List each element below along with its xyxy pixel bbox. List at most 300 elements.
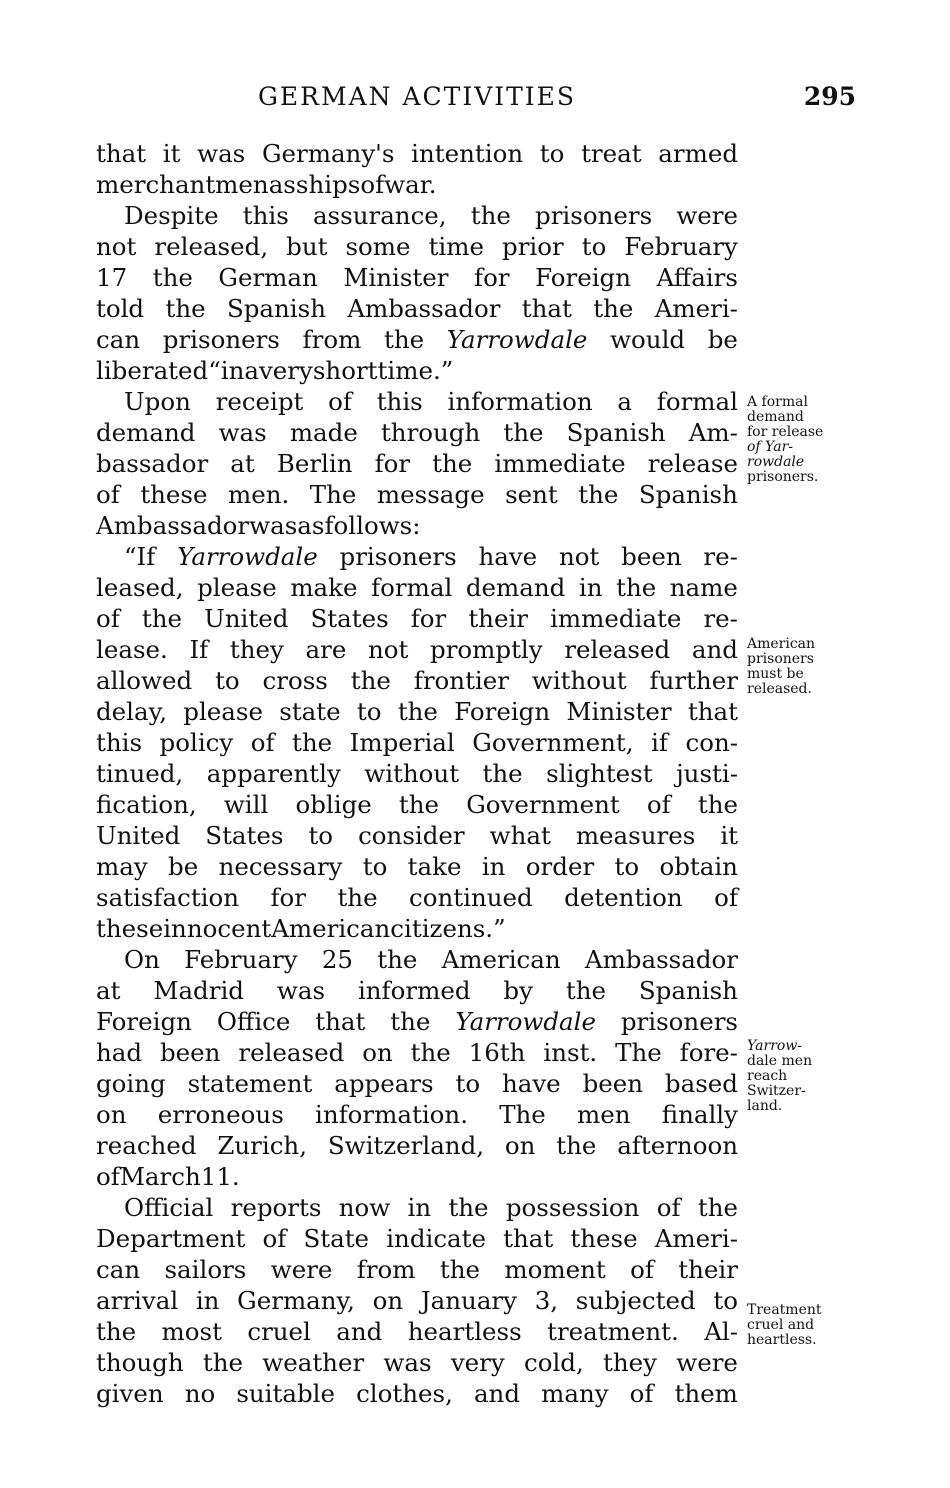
word: most [161,1317,222,1346]
word: frontier [413,666,509,695]
word: February [624,232,738,261]
word: it [162,139,181,168]
word: no [184,1379,216,1408]
text-line [96,634,738,665]
word: please [183,697,263,726]
word: to [713,1286,738,1315]
word: continued [409,883,533,912]
word: that [315,1007,366,1036]
word: the [439,1255,481,1284]
text-line [96,1254,738,1285]
word: intention [411,139,524,168]
word: these [570,1224,638,1253]
text-line [96,138,738,169]
word: have [478,542,538,571]
word: as [297,511,325,540]
word: the [398,790,440,819]
text-line [96,231,738,262]
word: prisoners [339,542,457,571]
word: based [664,1069,738,1098]
word: Spanish [638,480,738,509]
word: this [242,201,289,230]
word: them [674,1379,738,1408]
text-line [96,789,738,820]
word: appears [334,1069,434,1098]
word: Spanish [638,976,738,1005]
word: the [448,1193,489,1222]
margin-note-line: Yarrow- [747,1038,803,1054]
word: The [499,1100,546,1129]
text-line [96,1378,738,1409]
word: make [290,573,358,602]
text-line [96,1130,738,1161]
word: release [647,449,738,478]
word: state [279,697,341,726]
text-line [96,1099,738,1130]
word: was [218,418,267,447]
word: allowed [96,666,193,695]
word: February [184,945,298,974]
word: inst. [543,1038,598,1067]
word: the [565,976,606,1005]
word: were [270,1255,333,1284]
margin-note-line: heartless. [747,1332,817,1348]
word: Government [466,790,620,819]
word: further [649,666,738,695]
text-line [96,913,738,944]
word: con- [685,728,738,757]
word: their [468,604,528,633]
text-line [96,169,738,200]
word: 25 [321,945,353,974]
word: been [621,542,682,571]
word: on [96,1100,127,1129]
word: cruel [247,1317,311,1346]
word: consider [358,821,465,850]
word: name [669,573,738,602]
word: information. [315,1100,468,1129]
text-line [96,1037,738,1068]
word: would [610,325,686,354]
word: clothes, [356,1379,453,1408]
word: of [629,1379,654,1408]
word: time.” [377,356,454,385]
word: Affairs [656,263,738,292]
word: the [141,604,183,633]
text-line [96,324,738,355]
word: “If [124,542,156,571]
word: the [337,883,378,912]
text-line [96,355,738,386]
word: released, [154,232,269,261]
margin-note-line: Switzer- [747,1083,806,1099]
word: information [447,387,593,416]
word: State [303,1224,370,1253]
word: going [96,1069,166,1098]
word: the [350,666,391,695]
word: at [230,449,255,478]
word: for [410,604,447,633]
word: Upon [124,387,191,416]
text-line [96,665,738,696]
word: Germany's [261,139,395,168]
text-line [96,851,738,882]
word: to [455,1069,481,1098]
word: these [140,480,208,509]
word: message [376,480,485,509]
word: erroneous [157,1100,284,1129]
word: lease. [96,635,168,664]
word: American [441,945,561,974]
page-header [96,82,856,118]
word: to [539,139,565,168]
running-head: GERMAN ACTIVITIES [257,82,577,111]
margin-note-line: of Yar- [747,439,793,455]
word: Ambassador [96,511,250,540]
margin-note-line: rowdale [747,454,805,470]
word: the [410,1038,451,1067]
word: detention [564,883,683,912]
word: formal [371,573,453,602]
word: “in [208,356,245,385]
word: will [223,790,269,819]
word: slightest [546,759,653,788]
word: ships [295,170,361,199]
word: subjected [575,1286,696,1315]
word: as [268,170,296,199]
word: follows: [324,511,421,540]
word: If [189,635,209,664]
word: possession [505,1193,640,1222]
text-line [96,882,738,913]
word: Al- [704,1317,738,1346]
text-line [96,1347,738,1378]
word: given [96,1379,164,1408]
word: was [197,139,246,168]
margin-note-line: must be [747,666,804,682]
text-line [96,696,738,727]
word: were [676,1348,738,1377]
word: time [428,232,484,261]
text-line [96,541,738,572]
word: Berlin [276,449,353,478]
word: had [96,1038,143,1067]
word: not [367,635,409,664]
word: States [310,604,389,633]
word: necessary [218,852,343,881]
word: that [687,697,738,726]
word: Germany, [237,1286,355,1315]
word: not [96,232,137,261]
word: to [308,821,334,850]
word: made [289,418,358,447]
page-number: 295 [803,82,856,111]
word: January [420,1286,517,1315]
word: in [578,573,603,602]
word: immediate [494,449,626,478]
word: weather [262,1348,365,1377]
word: can [96,325,141,354]
word: but [286,232,328,261]
text-line [96,944,738,975]
word: they [603,1348,657,1377]
word: re- [703,604,738,633]
word: from [356,1255,416,1284]
margin-note-line: A formal [747,394,808,410]
word: been [582,1069,644,1098]
text-line [96,417,738,448]
word: Madrid [153,976,244,1005]
word: Yarrowdale [177,542,318,571]
word: of [646,790,671,819]
word: these [96,914,164,943]
word: oblige [295,790,372,819]
word: some [345,232,411,261]
text-line [96,386,738,417]
word: 17 [96,263,128,292]
word: they [229,635,284,664]
word: war. [384,170,437,199]
word: be [168,852,199,881]
word: Ameri- [654,1224,738,1253]
word: the [503,418,544,447]
word: to [581,232,607,261]
word: the [697,790,738,819]
word: been [159,1038,221,1067]
margin-note-line: for release [747,424,824,440]
text-line [96,572,738,603]
word: what [489,821,551,850]
margin-note-line: American [747,636,816,652]
word: to [362,852,388,881]
word: prisoners [535,201,653,230]
word: demand [465,573,566,602]
word: to [614,852,640,881]
word: armed [658,139,738,168]
margin-note [747,1303,822,1348]
word: reports [230,1193,322,1222]
text-line [96,1161,738,1192]
word: informed [357,976,471,1005]
word: the [377,945,418,974]
word: Despite [124,201,219,230]
word: that [521,294,572,323]
word: tinued, [96,759,184,788]
word: suitable [236,1379,335,1408]
word: of [96,1162,120,1191]
word: Government, [472,728,634,757]
word: the [202,1348,243,1377]
word: United [204,604,289,633]
body-text [96,138,738,1409]
word: the [556,1131,597,1160]
word: the [96,1317,137,1346]
word: delay, [96,697,167,726]
word: immediate [550,604,682,633]
word: Official [124,1193,214,1222]
text-line [96,1223,738,1254]
word: Ambassador [347,294,501,323]
word: were [676,201,738,230]
word: not [558,542,600,571]
word: of [714,883,738,912]
word: on [372,1286,404,1315]
word: Zurich, [217,1131,307,1160]
text-line [96,1006,738,1037]
text-line [96,727,738,758]
word: for [474,263,510,292]
margin-note-line: prisoners. [747,469,819,485]
word: can [96,1255,141,1284]
word: of [360,170,385,199]
margin-note-line: reach [747,1068,788,1084]
word: policy [159,728,234,757]
word: may [96,852,148,881]
text-line [96,758,738,789]
word: be [707,325,738,354]
word: innocent [163,914,272,943]
text-line [96,820,738,851]
word: promptly [430,635,543,664]
word: prisoners [620,1007,738,1036]
word: justi- [676,759,738,788]
word: Ameri- [654,294,738,323]
word: of [328,387,352,416]
margin-note-line: Treatment [747,1302,822,1318]
word: on [362,1038,393,1067]
word: finally [661,1100,738,1129]
word: of [250,728,275,757]
word: Foreign [454,697,551,726]
word: through [380,418,481,447]
word: treat [581,139,642,168]
margin-note-line: demand [747,409,804,425]
word: in [407,1193,432,1222]
word: if [651,728,668,757]
word: prisoners [162,325,280,354]
margin-note-line: prisoners [747,651,814,667]
word: of [262,1224,287,1253]
word: States [205,821,284,850]
word: Department [96,1224,246,1253]
word: Minister [343,263,449,292]
margin-note-line: dale men [747,1053,813,1069]
word: obtain [659,852,738,881]
word: fication, [96,790,197,819]
word: The [615,1038,662,1067]
word: re- [703,542,738,571]
word: Yarrowdale [446,325,588,354]
word: Minister [566,697,672,726]
word: Spanish [566,418,666,447]
word: cross [262,666,328,695]
word: this [376,387,423,416]
word: The [309,480,357,509]
word: and [473,1379,521,1408]
word: released [564,635,671,664]
word: heartless [407,1317,522,1346]
word: it [720,821,738,850]
word: treatment. [547,1317,679,1346]
word: United [96,821,181,850]
word: measures [575,821,696,850]
word: receipt [215,387,304,416]
word: Switzerland, [327,1131,485,1160]
word: told [96,294,145,323]
word: their [678,1255,738,1284]
word: arrival [96,1286,179,1315]
word: the [383,325,425,354]
word: the [397,697,438,726]
margin-note-line: land. [747,1098,783,1114]
word: the [482,759,523,788]
text-line [96,510,738,541]
text-line [96,603,738,634]
word: of [630,1255,654,1284]
word: was [383,1348,432,1377]
word: 11. [200,1162,240,1191]
word: that [503,1224,554,1253]
word: the [697,1193,738,1222]
word: afternoon [617,1131,738,1160]
word: to [356,697,382,726]
word: men. [228,480,290,509]
word: demand [96,418,196,447]
word: now [338,1193,391,1222]
word: Foreign [96,1007,192,1036]
word: of [96,604,120,633]
word: merchantmen [96,170,269,199]
word: of [656,1193,681,1222]
word: a [617,387,633,416]
word: reached [96,1131,197,1160]
word: the [292,728,333,757]
word: bassador [96,449,209,478]
word: have [501,1069,561,1098]
word: though [96,1348,184,1377]
word: cold, [523,1348,584,1377]
word: was [276,976,326,1005]
word: March [119,1162,201,1191]
text-line [96,200,738,231]
word: to [215,666,240,695]
text-line [96,1192,738,1223]
word: without [364,759,460,788]
word: liberated [96,356,209,385]
margin-note [747,395,823,485]
word: the [152,263,193,292]
word: the [470,201,511,230]
word: apparently [206,759,341,788]
margin-note [747,1039,812,1114]
text-line [96,1068,738,1099]
text-line [96,479,738,510]
word: Foreign [535,263,631,292]
word: was [249,511,298,540]
word: released [238,1038,345,1067]
word: and [691,635,738,664]
margin-note-line: released. [747,681,812,697]
word: leased, [96,573,184,602]
word: citizens.” [390,914,506,943]
word: the [165,294,206,323]
word: 16th [468,1038,526,1067]
word: that [96,139,147,168]
word: sailors [164,1255,247,1284]
margin-note-line: cruel and [747,1317,815,1333]
word: take [407,852,462,881]
word: order [525,852,595,881]
